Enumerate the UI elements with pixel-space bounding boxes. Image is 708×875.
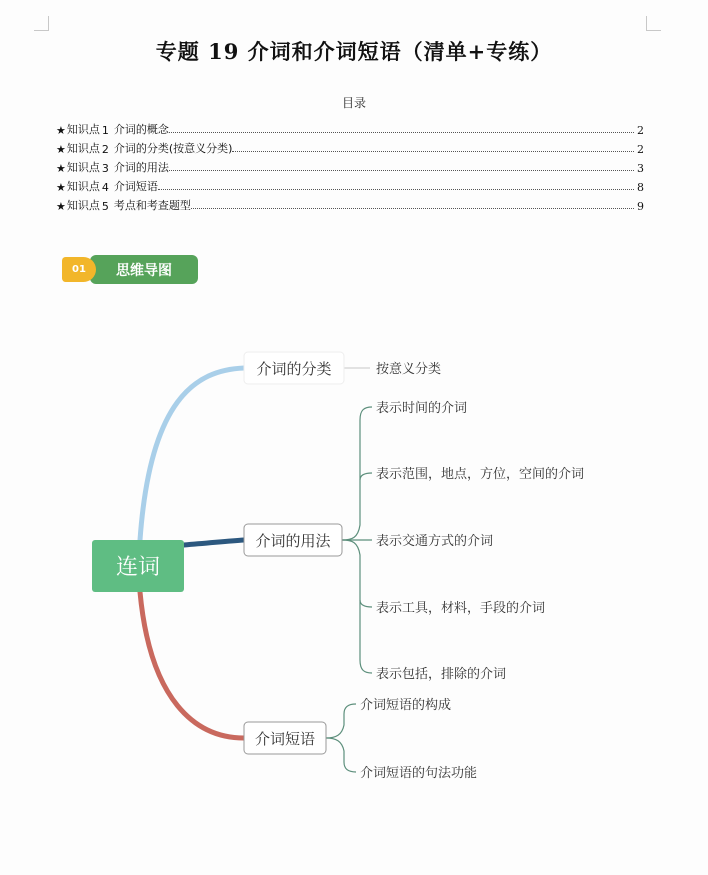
toc-entry-text: 介词的概念 bbox=[113, 123, 169, 136]
leaf-label: 表示范围，地点，方位，空间的介词 bbox=[376, 467, 585, 482]
child-connector bbox=[360, 473, 372, 480]
toc-heading: 目录 bbox=[341, 96, 366, 110]
toc-entry-page: 9 bbox=[637, 200, 644, 213]
toc-entry-label: 知识点 bbox=[66, 123, 100, 136]
toc-entry-number: 3 bbox=[101, 162, 109, 175]
branch-connector bbox=[184, 540, 244, 545]
toc-entry-label: 知识点 bbox=[66, 180, 100, 193]
star-icon: ★ bbox=[56, 200, 66, 213]
leaf-label: 表示时间的介词 bbox=[376, 401, 468, 416]
leaf-label: 介词短语的句法功能 bbox=[360, 766, 478, 781]
toc-entry-text: 介词短语 bbox=[113, 180, 158, 193]
toc-entry-text: 介词的用法 bbox=[113, 161, 169, 174]
document-title: 专题 19 介词和介词短语（清单+专练） bbox=[155, 39, 553, 64]
toc-entry-page: 8 bbox=[637, 181, 644, 194]
toc-entry-label: 知识点 bbox=[66, 161, 100, 174]
star-icon: ★ bbox=[56, 162, 66, 175]
star-icon: ★ bbox=[56, 124, 66, 137]
toc-entry-label: 知识点 bbox=[66, 199, 100, 212]
toc-entry-number: 1 bbox=[101, 124, 109, 137]
branch-label: 介词的用法 bbox=[255, 532, 331, 550]
toc-entry-text: 考点和考查题型 bbox=[113, 199, 191, 212]
leaf-label: 表示工具，材料，手段的介词 bbox=[376, 601, 546, 616]
toc-entry-label: 知识点 bbox=[66, 142, 100, 155]
leaf-label: 表示交通方式的介词 bbox=[376, 534, 494, 549]
toc-entry-page: 2 bbox=[637, 143, 644, 156]
child-connector bbox=[360, 600, 372, 607]
toc-entry-number: 2 bbox=[101, 143, 109, 156]
toc-entry-page: 2 bbox=[637, 124, 644, 137]
toc-entry-text: 介词的分类(按意义分类) bbox=[113, 142, 233, 155]
toc-entry-page: 3 bbox=[637, 162, 644, 175]
toc-entry-number: 4 bbox=[101, 181, 109, 194]
leaf-label: 表示包括，排除的介词 bbox=[376, 667, 507, 682]
star-icon: ★ bbox=[56, 181, 66, 194]
branch-label: 介词的分类 bbox=[256, 360, 332, 378]
child-connector bbox=[326, 704, 356, 738]
toc-entry-number: 5 bbox=[101, 200, 109, 213]
section-badge-number: 01 bbox=[62, 257, 96, 282]
leaf-label: 介词短语的构成 bbox=[360, 698, 452, 713]
branch-label: 介词短语 bbox=[254, 730, 316, 748]
section-badge-label: 思维导图 bbox=[90, 255, 198, 284]
branch-connector bbox=[140, 592, 244, 738]
branch-connector bbox=[140, 368, 244, 540]
root-label: 连词 bbox=[115, 555, 161, 580]
child-connector bbox=[326, 738, 356, 772]
star-icon: ★ bbox=[56, 143, 66, 156]
leaf-label: 按意义分类 bbox=[376, 362, 442, 377]
